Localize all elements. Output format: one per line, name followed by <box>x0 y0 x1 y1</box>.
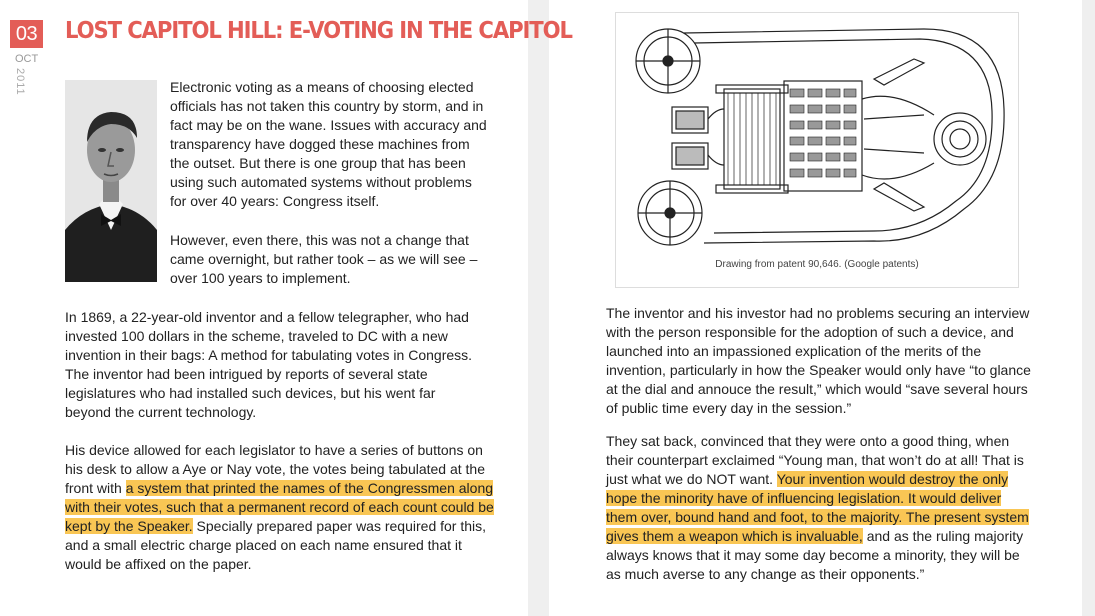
date-month: OCT <box>15 53 39 65</box>
figure-caption: Drawing from patent 90,646. (Google patents) <box>715 259 919 270</box>
paragraph-device <box>65 441 495 574</box>
paragraph-device-text-start: His device allowed for each legislator to have a series of buttons on his desk to allow a Aye or Nay vote, the votes being tabulated at the front with <box>65 442 486 496</box>
patent-drawing-image <box>624 19 1010 255</box>
paragraph-reaction-text-end: and as the ruling majority always knows that it may some day become a minority, they will be as much averse to any change as their opponents.” <box>606 528 1024 582</box>
patent-drawing-figure <box>615 12 1019 288</box>
paragraph-overnight: However, even there, this was not a change that came overnight, but rather took – as we will see – over 100 years to implement. <box>170 232 478 286</box>
inventor-portrait-image <box>65 80 157 282</box>
paragraph-intro: Electronic voting as a means of choosing elected officials has not taken this country by storm, and in fact may be on the wane. Issues with accuracy and transparency have dogged these machines from the outset. But there is one group that has been using such automated systems without problems for over 40 years: Congress itself. <box>170 79 487 209</box>
paragraph-1869: In 1869, a 22-year-old inventor and a fellow telegrapher, who had invested 100 dollars in the scheme, traveled to DC with a new invention in their bags: A method for tabulating votes in Congress. The inventor had been intrigued by reports of several state legislatures who had installed such devices, but his went far beyond the current technology. <box>65 309 473 420</box>
paragraph-device-text-end: Specially prepared paper was required for this, and a small electric charge placed on each name ensured that it would be affixed on the paper. <box>65 518 487 572</box>
paragraph-reaction <box>606 432 1031 584</box>
paragraph-interview: The inventor and his investor had no problems securing an interview with the person responsible for the adoption of such a device, and launched into an impassioned explication of the merits of the invention, particularly in how the Speaker would only have “to glance at the dial and annouce the result,” which would “save several hours of public time every day in the session.” <box>606 305 1031 416</box>
highlighted-quote[interactable]: Your invention would destroy the only hope the minority have of influencing legislation. It would deliver them over, bound hand and foot, to the majority. The present system gives them a weapon which is invaluable, <box>606 471 1029 544</box>
article-title[interactable]: LOST CAPITOL HILL: E-VOTING IN THE CAPITOL <box>65 18 572 44</box>
highlighted-text[interactable]: a system that printed the names of the Congressmen along with their votes, such that a permanent record of each count could be kept by the Speaker. <box>65 480 494 534</box>
date-day-badge: 03 <box>10 20 43 48</box>
date-year: 2011 <box>14 68 26 96</box>
paragraph-reaction-text-start: They sat back, convinced that they were onto a good thing, when their counterpart exclaimed “Young man, that won’t do at all! That is just what we do NOT want. <box>606 433 1024 487</box>
